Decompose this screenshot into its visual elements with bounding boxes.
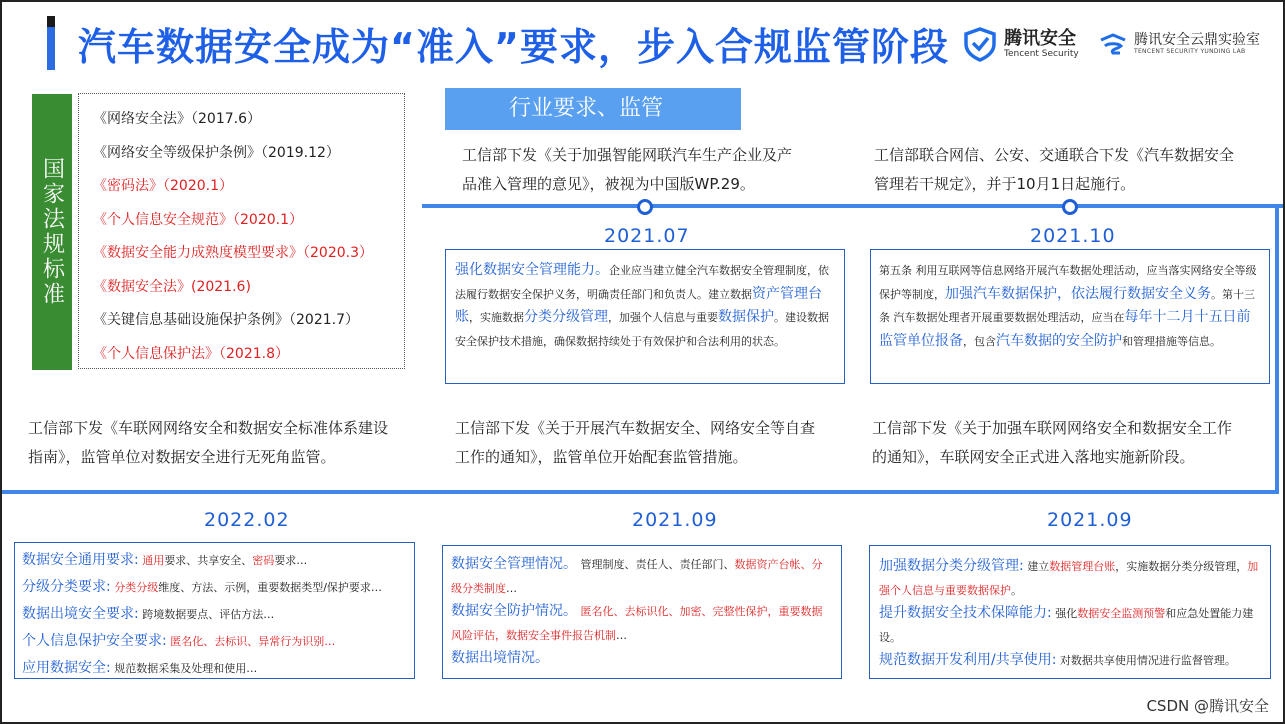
card-highlight: 加强数据分类分级管理: [879, 558, 1024, 574]
card-highlight: 数据安全管理情况。 [451, 556, 577, 572]
law-list [78, 93, 405, 369]
timeline-right-line [1275, 204, 1279, 492]
lab-en: TENCENT SECURITY YUNDING LAB [1134, 48, 1246, 55]
card-text: … [616, 628, 627, 642]
card-2021-10 [870, 249, 1270, 384]
card-highlight: 每年十二月十五日前监管单位报备 [879, 309, 1251, 349]
law-item: 《数据安全能力成熟度模型要求》（2020.3） [93, 245, 373, 261]
note-line: 指南》，监管单位对数据安全进行无死角监管。 [28, 448, 336, 466]
card-text: 管理制度、责任人、责任部门、 [580, 558, 735, 571]
card-red-text: 数据安全监测预警 [1077, 607, 1166, 620]
card-red-text: 数据管理台账 [1049, 560, 1116, 573]
industry-tag: 行业要求、监管 [445, 88, 741, 130]
law-side-text: 国家法规标准 [39, 157, 65, 307]
note-auto-data-rules [874, 141, 1234, 199]
card-text: 。第十三条 汽车数据处理者开展重要数据处理活动，应当在 [879, 287, 1255, 324]
card-highlight: 提升数据安全技术保障能力: [879, 605, 1052, 621]
card-2021-09-b [869, 545, 1271, 679]
card-highlight: 分类分级管理 [524, 309, 608, 325]
card-text: 和管理措施等信息。 [1122, 334, 1221, 348]
card-row-heading: 数据出境安全要求: [22, 606, 139, 622]
card-text: 。 [1011, 583, 1022, 597]
card-row-heading: 个人信息保护安全要求: [22, 633, 167, 649]
card-row [22, 655, 408, 682]
note-line: 工信部下发《关于开展汽车数据安全、网络安全等自查 [455, 419, 816, 437]
card-text: 和应急处置能力建设。 [879, 607, 1254, 644]
card-highlight: 强化数据安全管理能力。 [455, 262, 609, 278]
yunding-logo-icon [1098, 32, 1128, 56]
card-text: 建立 [1023, 560, 1050, 573]
note-line: 工信部下发《关于加强智能网联汽车生产企业及产 [462, 146, 793, 164]
card-highlight: 数据保护 [718, 309, 774, 325]
card-2021-09-a [442, 545, 842, 679]
date-2021-10: 2021.10 [1030, 225, 1116, 247]
card-red-text: 匿名化、去标识、异常行为识别… [166, 635, 336, 648]
note-wp29 [462, 141, 792, 199]
card-text: 规范数据采集及处理和使用… [110, 662, 258, 675]
law-item: 《关键信息基础设施保护条例》（2021.7） [93, 312, 359, 328]
note-line: 工作的通知》，监管单位开始配套监管措施。 [455, 448, 748, 466]
note-line: 工信部下发《车联网网络安全和数据安全标准体系建设 [28, 419, 389, 437]
note-line: 工信部联合网信、公安、交通联合下发《汽车数据安全 [874, 146, 1235, 164]
card-row [22, 547, 408, 574]
timeline-bottom-line [2, 490, 1279, 494]
card-text: 。建设数据安全保护技术措施，确保数据持续处于有效保护和合法利用的状态。 [455, 311, 829, 348]
card-text: ，加强个人信息与重要 [608, 311, 718, 324]
law-item: 《密码法》（2020.1） [93, 178, 233, 194]
card-row [22, 574, 408, 601]
watermark: CSDN @腾讯安全 [1146, 697, 1269, 715]
card-2021-07 [445, 249, 845, 384]
card-text: ，实施数据 [469, 311, 524, 324]
card-highlight: 汽车数据的安全防护 [996, 332, 1122, 349]
date-2021-09-a: 2021.09 [632, 509, 718, 531]
card-text: … [506, 581, 517, 595]
note-iov-standards [28, 414, 388, 472]
tencent-security-logo [962, 26, 1079, 62]
card-row-heading: 数据安全通用要求: [22, 552, 139, 568]
date-2022-02: 2022.02 [204, 509, 290, 531]
timeline-top-line [422, 204, 1285, 208]
note-line: 品准入管理的意见》，被视为中国版WP.29。 [462, 175, 755, 193]
card-highlight: 数据出境情况。 [451, 650, 549, 666]
logo-en: Tencent Security [1004, 48, 1079, 59]
shield-logo-icon [962, 26, 998, 62]
card-text: 维度、方法、示例，重要数据类型/保护要求… [158, 581, 382, 594]
timeline-dot [637, 199, 653, 215]
card-row [22, 601, 408, 628]
law-side-label [32, 94, 72, 370]
card-red-text: 加强个人信息与重要数据保护 [879, 560, 1259, 597]
note-line: 工信部下发《关于加强车联网网络安全和数据安全工作 [872, 419, 1233, 437]
note-line: 的通知》，车联网安全正式进入落地实施新阶段。 [872, 448, 1195, 466]
card-row [22, 628, 408, 655]
law-item: 《个人信息保护法》（2021.8） [93, 345, 289, 362]
law-item: 《数据安全法》(2021.6) [93, 278, 251, 295]
card-highlight: 加强汽车数据保护，依法履行数据安全义务 [945, 285, 1211, 302]
card-text: ，实施数据分类分级管理， [1115, 560, 1248, 573]
law-item: 《网络安全等级保护条例》（2019.12） [93, 144, 340, 161]
card-row-heading: 分级分类要求: [22, 579, 111, 595]
date-2021-09-b: 2021.09 [1047, 509, 1133, 531]
date-2021-07: 2021.07 [604, 225, 690, 247]
card-red-text: 匿名化、去标识化、加密、完整性保护，重要数据风险评估，数据安全事件报告机制 [451, 605, 823, 642]
yunding-lab-logo [1098, 32, 1260, 56]
note-line: 管理若干规定》，并于10月1日起施行。 [874, 175, 1136, 193]
card-text: 要求… [274, 554, 308, 567]
card-highlight: 数据安全防护情况。 [451, 603, 577, 619]
card-red-text: 通用 [138, 554, 165, 567]
law-item: 《网络安全法》（2017.6） [93, 111, 261, 127]
timeline-dot [1062, 199, 1078, 215]
card-text: 对数据共享使用情况进行监督管理。 [1056, 654, 1236, 667]
card-text: 要求、共享安全、 [164, 554, 253, 567]
card-highlight: 资产管理台账 [455, 285, 822, 325]
card-2022-02 [14, 542, 415, 679]
card-highlight: 规范数据开发利用/共享使用: [879, 652, 1057, 668]
card-red-text: 分类分级 [110, 581, 159, 594]
card-text: 强化 [1051, 607, 1078, 620]
card-text: 第五条 利用互联网等信息网络开展汽车数据处理活动，应当落实网络安全等级保护等制度， [879, 264, 1257, 301]
lab-cn: 腾讯安全云鼎实验室 [1134, 32, 1260, 48]
title-accent-bar [47, 16, 55, 70]
note-iov-security-notice [872, 414, 1232, 472]
law-item: 《个人信息安全规范》（2020.1） [93, 211, 303, 228]
note-self-inspection [455, 414, 815, 472]
card-text: 跨境数据要点、评估方法… [138, 608, 275, 621]
card-text: 企业应当建立健全汽车数据安全管理制度，依法履行数据安全保护义务，明确责任部门和负责人。建立数据 [455, 264, 829, 301]
card-red-text: 密码 [252, 554, 275, 567]
card-text: ，包含 [963, 334, 996, 348]
card-row-heading: 应用数据安全: [22, 660, 111, 676]
page-title: 汽车数据安全成为“准入”要求，步入合规监管阶段 [78, 25, 949, 69]
logo-cn: 腾讯安全 [1004, 27, 1076, 49]
card-red-text: 数据资产台帐、分级分类制度 [451, 558, 823, 595]
